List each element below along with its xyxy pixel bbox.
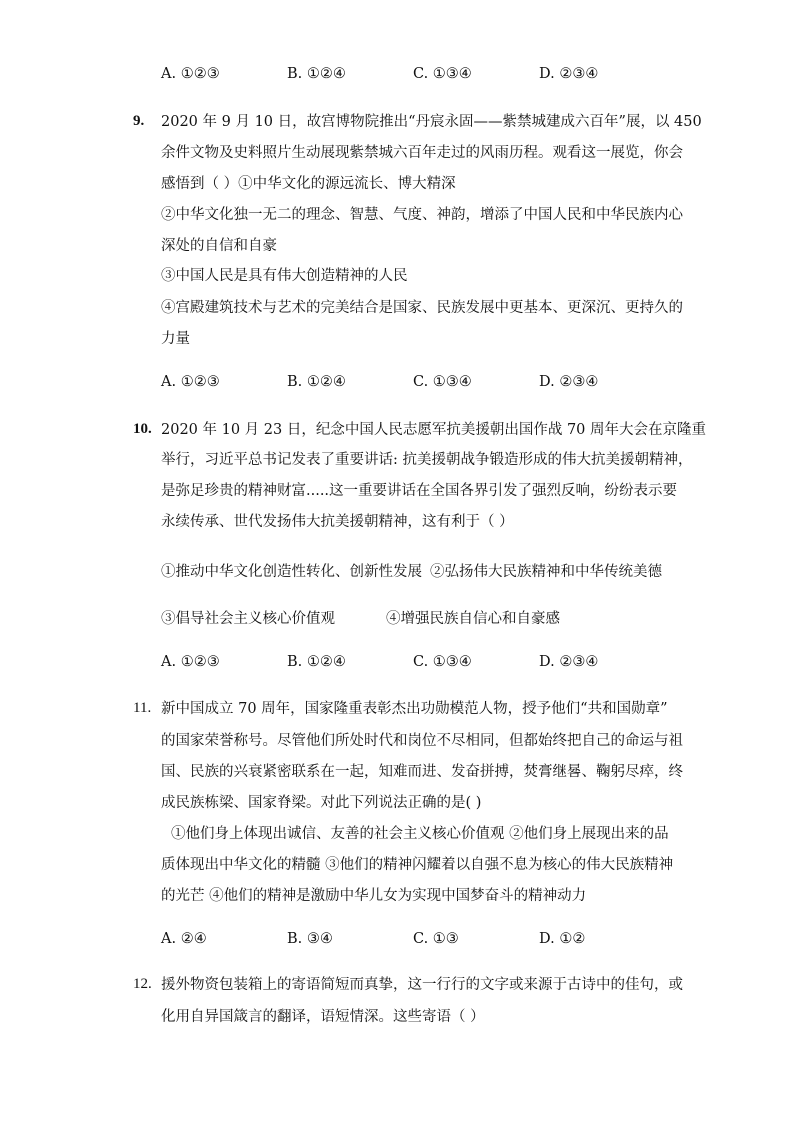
question-number: 9. — [133, 113, 145, 129]
q9-options — [161, 374, 681, 396]
question-number: 10. — [133, 421, 152, 437]
option-c[interactable]: C. ①③ — [413, 931, 459, 947]
option-a[interactable]: A. ①②③ — [161, 66, 220, 82]
question-text-line: 举行，习近平总书记发表了重要讲话: 抗美援朝战争锻造形成的伟大抗美援朝精神， — [161, 452, 693, 468]
q8-options — [161, 66, 681, 88]
question-text-line: 深处的自信和自豪 — [161, 238, 277, 254]
question-text-line: 力量 — [161, 331, 190, 347]
question-text-line: 国、民族的兴衰紧密联系在一起，知难而进、发奋拼搏，焚膏继晷、鞠躬尽瘁，终 — [161, 764, 683, 780]
question-text-line: 化用自异国箴言的翻译，语短情深。这些寄语（ ） — [161, 1009, 485, 1025]
statement-item: ④增强民族自信心和自豪感 — [386, 611, 560, 627]
statement-line: 质体现出中华文化的精髓 ③他们的精神闪耀着以自强不息为核心的伟大民族精神 — [161, 857, 674, 873]
question-text-line: 援外物资包装箱上的寄语简短而真挚，这一行行的文字或来源于古诗中的佳句，或 — [161, 977, 683, 993]
statement-line: 的光芒 ④他们的精神是激励中华儿女为实现中国梦奋斗的精神动力 — [161, 888, 587, 904]
statement-line: ①他们身上体现出诚信、友善的社会主义核心价值观 ②他们身上展现出来的品 — [171, 826, 669, 842]
question-text-line: 2020 年 10 月 23 日，纪念中国人民志愿军抗美援朝出国作战 70 周年大会在京隆重 — [161, 422, 707, 438]
option-c[interactable]: C. ①③④ — [413, 654, 472, 670]
question-text-line: 感悟到（ ）①中华文化的源远流长、博大精深 — [161, 176, 456, 192]
option-c[interactable]: C. ①③④ — [413, 66, 472, 82]
q11-options — [161, 931, 681, 953]
question-text-line: 永续传承、世代发扬伟大抗美援朝精神，这有利于（ ） — [161, 514, 514, 530]
question-text-line: 的国家荣誉称号。尽管他们所处时代和岗位不尽相同，但都始终把自己的命运与祖 — [161, 733, 683, 749]
option-b[interactable]: B. ①②④ — [287, 66, 346, 82]
option-d[interactable]: D. ①② — [539, 931, 586, 947]
statement-item: ①推动中华文化创造性转化、创新性发展 — [161, 564, 422, 580]
question-number: 12. — [133, 976, 152, 992]
option-a[interactable]: A. ①②③ — [161, 374, 220, 390]
question-text-line: 是弥足珍贵的精神财富.....这一重要讲话在全国各界引发了强烈反响，纷纷表示要 — [161, 483, 678, 499]
option-c[interactable]: C. ①③④ — [413, 374, 472, 390]
question-text-line: 余件文物及史料照片生动展现紫禁城六百年走过的风雨历程。观看这一展览，你会 — [161, 145, 683, 161]
q10-options — [161, 654, 681, 676]
question-text-line: 2020 年 9 月 10 日，故宫博物院推出“丹宸永固——紫禁城建成六百年”展，以 450 — [161, 114, 702, 130]
question-text-line: 成民族栋梁、国家脊梁。对此下列说法正确的是( ) — [161, 795, 482, 811]
question-number: 11. — [133, 700, 152, 716]
statement-item: ②弘扬伟大民族精神和中华传统美德 — [430, 564, 662, 580]
option-b[interactable]: B. ①②④ — [287, 374, 346, 390]
question-text-line: ③中国人民是具有伟大创造精神的人民 — [161, 268, 408, 284]
option-a[interactable]: A. ②④ — [161, 931, 207, 947]
option-d[interactable]: D. ②③④ — [539, 66, 599, 82]
statement-item: ③倡导社会主义核心价值观 — [161, 611, 335, 627]
question-text-line: 新中国成立 70 周年，国家隆重表彰杰出功勋模范人物，授予他们“共和国勋章” — [161, 701, 668, 717]
option-d[interactable]: D. ②③④ — [539, 654, 599, 670]
option-b[interactable]: B. ③④ — [287, 931, 333, 947]
option-a[interactable]: A. ①②③ — [161, 654, 220, 670]
option-d[interactable]: D. ②③④ — [539, 374, 599, 390]
question-text-line: ②中华文化独一无二的理念、智慧、气度、神韵，增添了中国人民和中华民族内心 — [161, 207, 683, 223]
question-text-line: ④宫殿建筑技术与艺术的完美结合是国家、民族发展中更基本、更深沉、更持久的 — [161, 300, 683, 316]
option-b[interactable]: B. ①②④ — [287, 654, 346, 670]
